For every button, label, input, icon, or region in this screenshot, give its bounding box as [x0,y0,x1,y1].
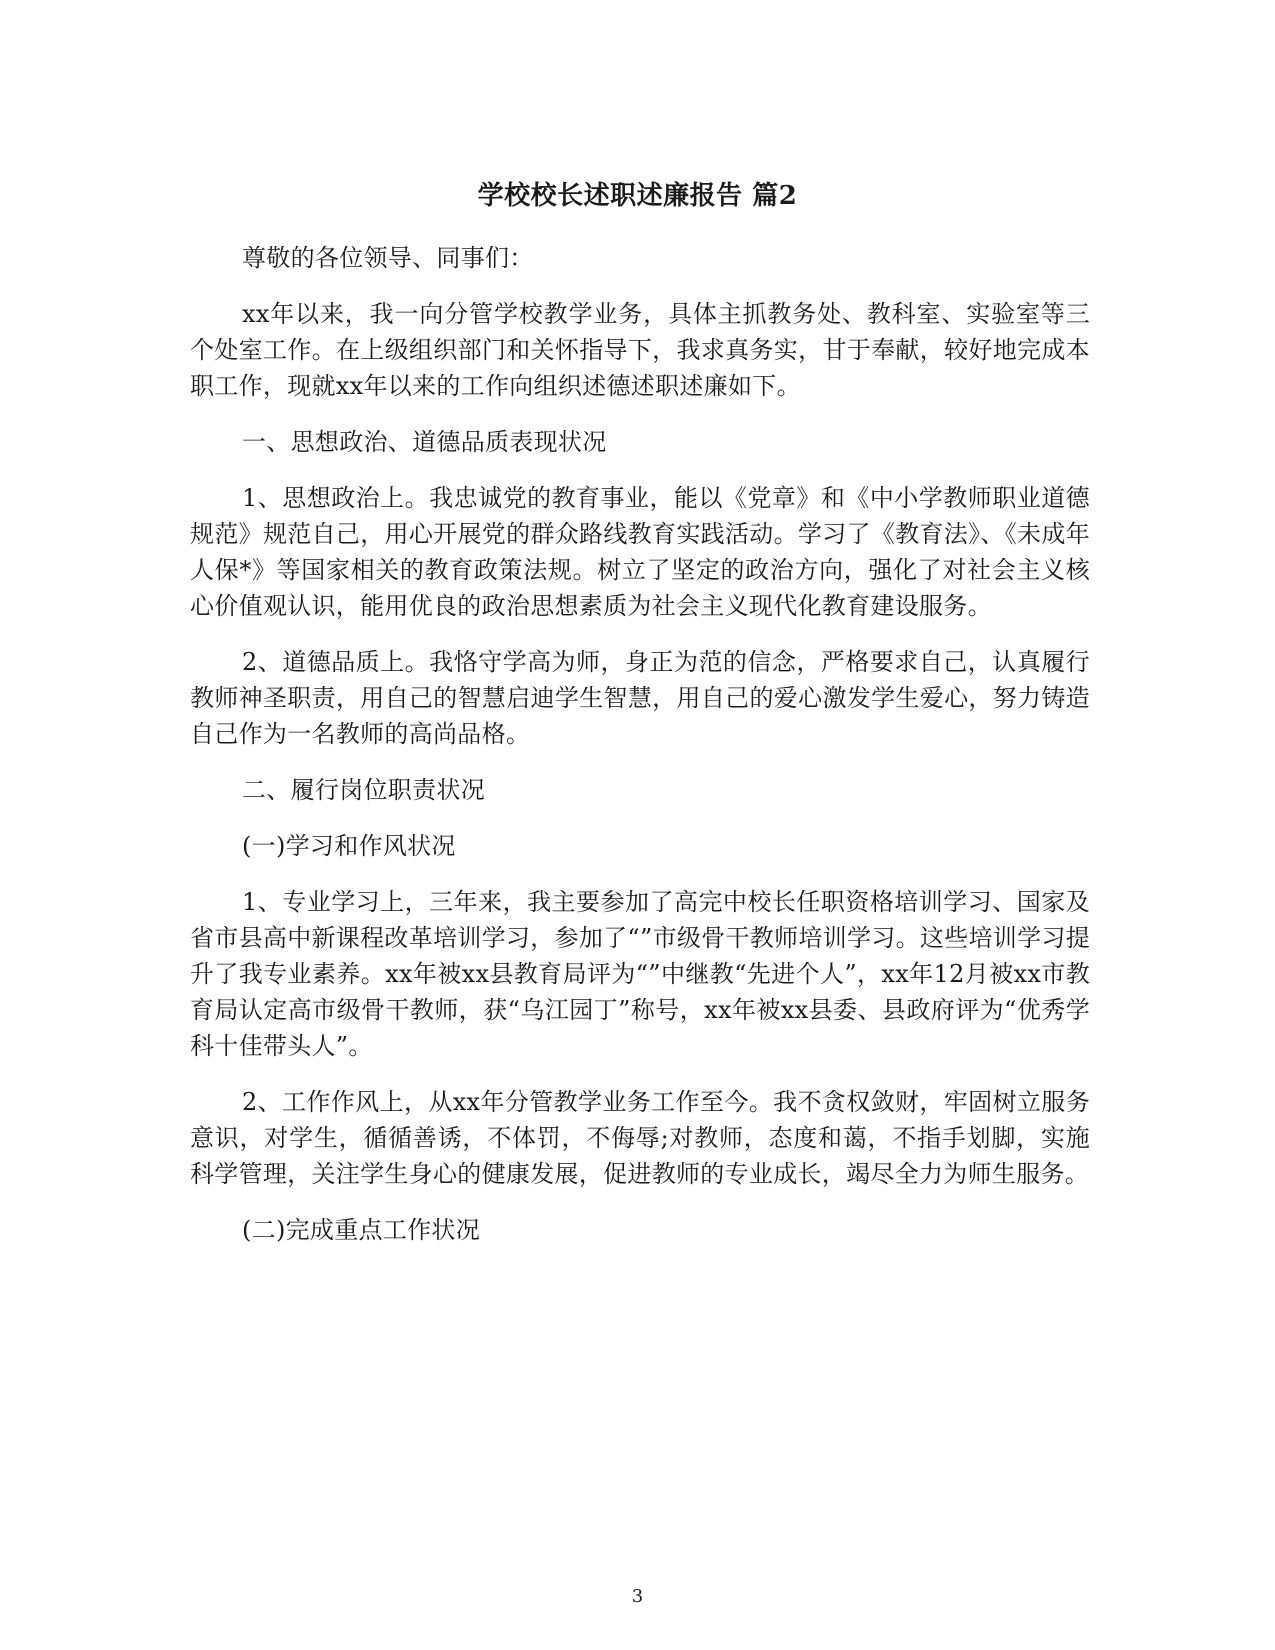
document-title: 学校校长述职述廉报告 篇2 [477,181,798,211]
paragraph-salutation: 尊敬的各位领导、同事们： [242,244,534,272]
paragraph-moral: 2、道德品质上。我恪守学高为师，身正为范的信念，严格要求自己，认真履行教师神圣职责，用自己的智慧启迪学生智慧，用自己的爱心激发学生爱心，努力铸造自己作为一名教师的高尚品格。 [190,648,1090,748]
paragraph-intro: xx年以来，我一向分管学校教学业务，具体主抓教务处、教科室、实验室等三个处室工作。在上级组织部门和关怀指导下，我求真务实，甘于奉献，较好地完成本职工作，现就xx年以来的工作向组织述德述职述廉如下。 [190,300,1090,400]
subsection-heading-1: (一)学习和作风状况 [242,832,456,860]
subsection-heading-2: (二)完成重点工作状况 [242,1216,481,1244]
paragraph-political: 1、思想政治上。我忠诚党的教育事业，能以《党章》和《中小学教师职业道德规范》规范自己，用心开展党的群众路线教育实践活动。学习了《教育法》、《未成年人保*》等国家相关的教育政策法规。树立了坚定的政治方向，强化了对社会主义核心价值观认识，能用优良的政治思想素质为社会主义现代化教育建设服务。 [190,484,1090,620]
page-number: 3 [631,1586,644,1607]
paragraph-study: 1、专业学习上，三年来，我主要参加了高完中校长任职资格培训学习、国家及省市县高中新课程改革培训学习，参加了“”市级骨干教师培训学习。这些培训学习提升了我专业素养。xx年被xx县教育局评为“”中继教“先进个人”，xx年12月被xx市教育局认定高市级骨干教师，获“乌江园丁”称号，xx年被xx县委、县政府评为“优秀学科十佳带头人”。 [190,888,1090,1060]
document-body [190,240,1090,1268]
section-heading-2: 二、履行岗位职责状况 [242,776,485,804]
section-heading-1: 一、思想政治、道德品质表现状况 [242,428,607,456]
paragraph-work-style: 2、工作作风上，从xx年分管教学业务工作至今。我不贪权敛财，牢固树立服务意识，对学生，循循善诱，不体罚，不侮辱;对教师，态度和蔼，不指手划脚，实施科学管理，关注学生身心的健康发展，促进教师的专业成长，竭尽全力为师生服务。 [190,1088,1090,1188]
